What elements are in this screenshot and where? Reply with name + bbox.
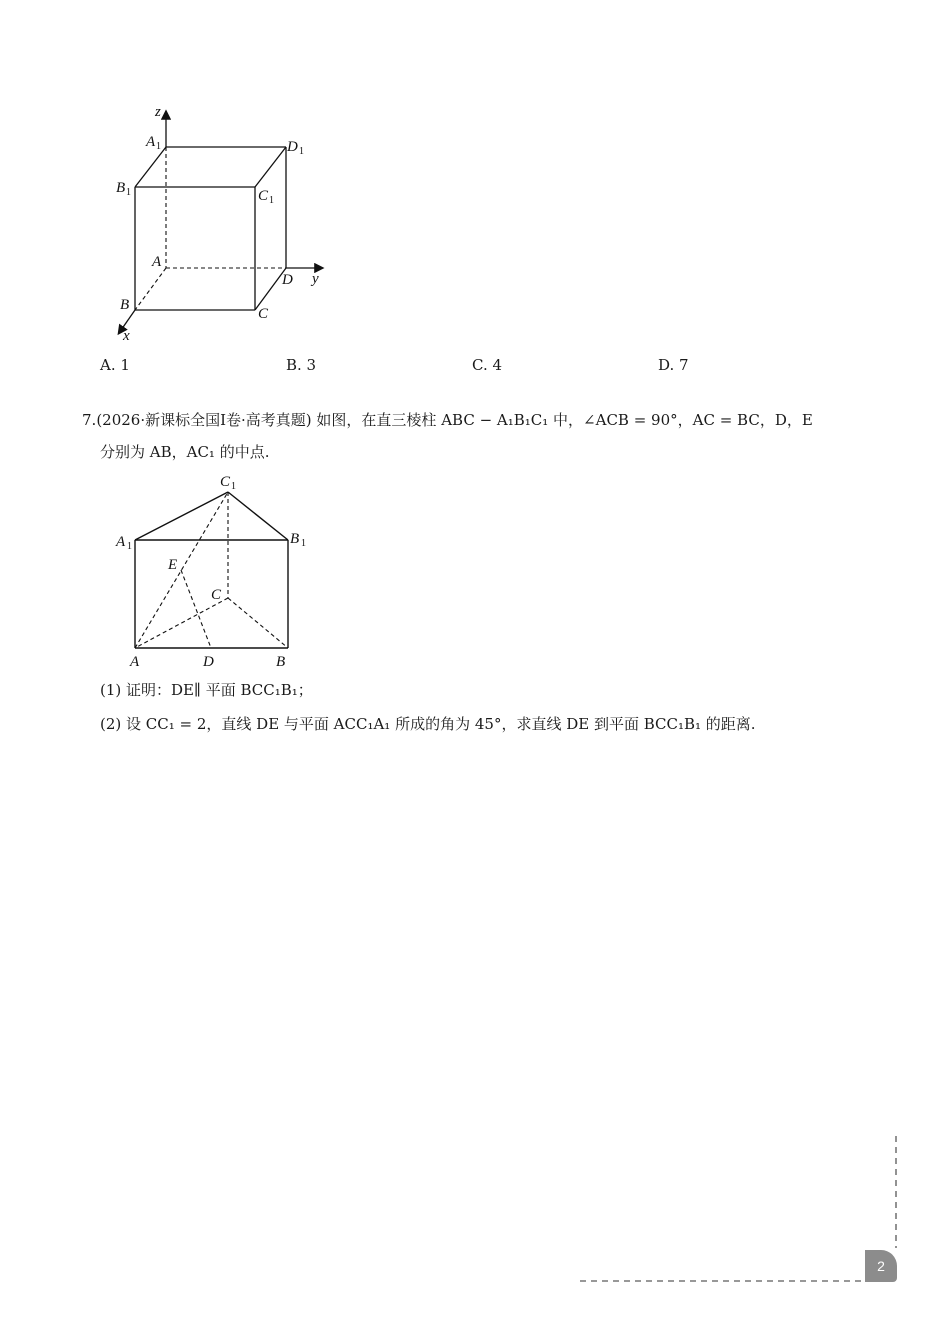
vertex-C1: C <box>220 474 231 490</box>
vertex-A1-sub: 1 <box>156 141 161 152</box>
page-corner-dashes <box>570 1130 910 1290</box>
vertex-C: C <box>258 306 269 322</box>
prism-hidden-edges <box>135 492 288 648</box>
sub-question-1: (1) 证明：DE∥ 平面 BCC₁B₁； <box>100 681 313 699</box>
vertex-A1: A <box>146 134 156 150</box>
cube-hidden-edges <box>135 147 286 310</box>
prism-figure <box>110 468 320 673</box>
vertex-C1-sub: 1 <box>269 195 274 206</box>
vertex-C: C <box>211 587 222 603</box>
question-7-text: (2026·新课标全国Ⅰ卷·高考真题) 如图，在直三棱柱 ABC − A₁B₁C₁ 中，∠ACB = 90°，AC = BC，D，E <box>96 411 813 429</box>
vertex-B: B <box>120 297 130 313</box>
vertex-B1: B <box>290 531 300 547</box>
question-7-line2: 分别为 AB，AC₁ 的中点. <box>100 443 270 461</box>
vertex-D1: D <box>287 139 298 155</box>
vertex-B1: B <box>116 180 126 196</box>
vertex-A: A <box>152 254 162 270</box>
sub-question-2: (2) 设 CC₁ = 2，直线 DE 与平面 ACC₁A₁ 所成的角为 45°，求直线 DE 到平面 BCC₁B₁ 的距离. <box>100 715 756 733</box>
question-7-line1 <box>82 404 892 436</box>
vertex-D: D <box>282 272 293 288</box>
point-D: D <box>203 654 214 670</box>
y-axis-label: y <box>312 271 319 287</box>
vertex-B: B <box>276 654 286 670</box>
vertex-A1-sub: 1 <box>127 541 132 552</box>
z-axis-label: z <box>155 104 161 120</box>
vertex-B1-sub: 1 <box>126 187 131 198</box>
cube-solid-edges <box>135 147 286 310</box>
option-a[interactable]: A. 1 <box>100 356 130 374</box>
vertex-A1: A <box>116 534 126 550</box>
question-7 <box>82 404 892 468</box>
page-number-badge: 2 <box>865 1250 897 1282</box>
question-number: 7. <box>82 411 97 429</box>
option-d[interactable]: D. 7 <box>658 356 689 374</box>
option-c[interactable]: C. 4 <box>472 356 503 374</box>
point-E: E <box>168 557 178 573</box>
vertex-C1-sub: 1 <box>231 481 236 492</box>
vertex-D1-sub: 1 <box>299 146 304 157</box>
prism-solid-edges <box>135 492 288 648</box>
vertex-B1-sub: 1 <box>301 538 306 549</box>
vertex-C1: C <box>258 188 269 204</box>
option-b[interactable]: B. 3 <box>286 356 317 374</box>
x-axis-label: x <box>123 328 130 344</box>
cube-coordinate-figure <box>100 100 340 350</box>
vertex-A: A <box>130 654 140 670</box>
